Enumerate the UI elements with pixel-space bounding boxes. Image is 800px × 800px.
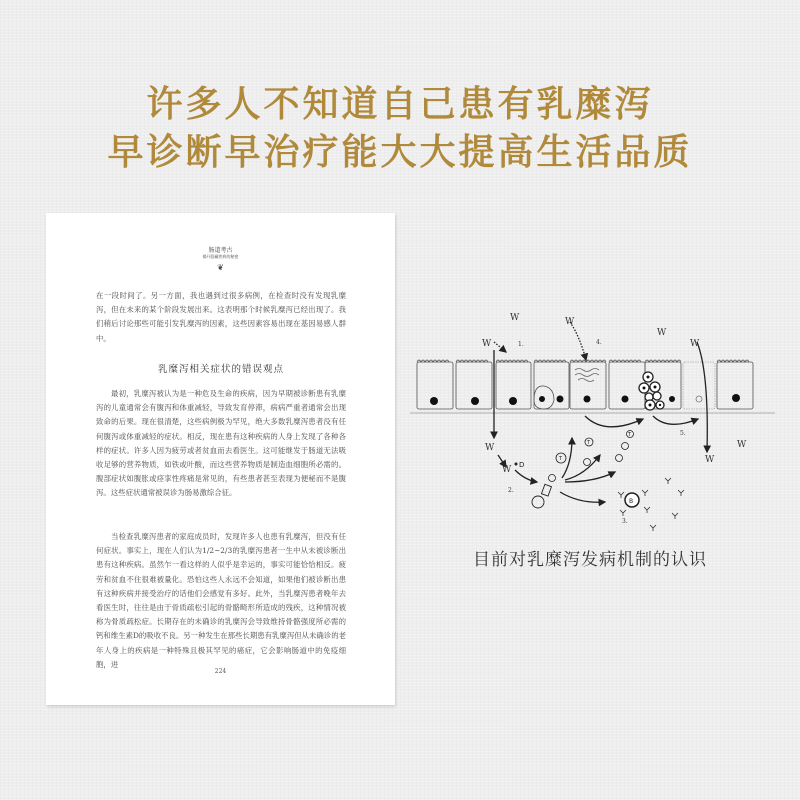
svg-text:5.: 5. xyxy=(680,430,686,437)
running-head-subtitle: 揭开隐藏疾病的秘密 xyxy=(202,254,239,259)
svg-text:W: W xyxy=(705,455,715,465)
svg-text:W: W xyxy=(482,339,492,349)
ornament-icon: ❦ xyxy=(217,263,224,272)
svg-text:W: W xyxy=(565,317,575,327)
svg-text:4.: 4. xyxy=(596,339,602,346)
svg-text:3.: 3. xyxy=(622,518,628,525)
paragraph-1-text: 在一段时间了。另一方面，我也遇到过很多病例，在检查时没有发现乳糜泻，但在未来的某个阶段发展出来。这表明那个时候乳糜泻已经出现了。我们稍后讨论那些可能引发乳糜泻的因素，这些因素容易出现在基因易感人群中。 xyxy=(96,291,346,343)
villi-damage-waves xyxy=(575,369,599,382)
paragraph-2 xyxy=(96,387,346,501)
running-head xyxy=(46,248,395,260)
svg-text:T: T xyxy=(559,456,563,462)
svg-text:W: W xyxy=(510,313,520,323)
paragraph-2-text: 最初，乳糜泻被认为是一种危及生命的疾病，因为早期被诊断患有乳糜泻的儿童通常会有腹泻和体重减轻，导致发育停滞，病病严重者通常会出现致命的后果。现在很清楚，这些病例极为罕见，绝大多数乳糜泻患者没有任何腹泻或体重减轻的症状。相反，现在患有这种疾病的人身上发现了各种各样的症状。许多人因为疲劳或者贫血而去看医生。这可能继发于肠道无法吸收足够的营养物质，如铁或叶酸，而这些营养物质是制造血细胞所必需的。腹部症状如腹胀或痉挛性疼痛是常见的，有些患者甚至表现为便秘而不是腹泻。这些症状通常被误诊为肠易激综合征。 xyxy=(96,389,346,498)
svg-text:D: D xyxy=(519,461,525,469)
diagram-caption: 目前对乳糜泻发病机制的认识 xyxy=(473,550,707,570)
svg-text:1.: 1. xyxy=(518,341,524,348)
svg-text:B: B xyxy=(629,498,634,505)
book-page xyxy=(46,213,395,705)
cell-nuclei xyxy=(430,394,740,405)
antigen-presenting-cell xyxy=(532,484,551,508)
headline-line-2: 早诊断早治疗能大大提高生活品质 xyxy=(107,131,693,173)
paragraph-1 xyxy=(96,289,346,346)
b-cell-with-antibodies xyxy=(618,478,684,531)
svg-text:W: W xyxy=(690,339,700,349)
svg-text:W: W xyxy=(657,328,667,338)
deamidation-d xyxy=(515,461,525,469)
running-head-title: 肠道考古 xyxy=(208,247,233,254)
svg-text:W: W xyxy=(485,443,495,453)
t-cells xyxy=(549,431,634,482)
svg-text:W: W xyxy=(737,440,747,450)
svg-text:W: W xyxy=(502,465,512,475)
page-number: 224 xyxy=(214,668,227,675)
section-title: 乳糜泻相关症状的错误观点 xyxy=(157,364,284,375)
svg-text:2.: 2. xyxy=(508,487,514,494)
svg-text:T: T xyxy=(587,440,591,446)
mechanism-arrows xyxy=(494,322,707,502)
celiac-mechanism-diagram xyxy=(410,300,790,540)
headline-line-1: 许多人不知道自己患有乳糜泻 xyxy=(146,83,654,125)
paragraph-3 xyxy=(96,530,346,672)
svg-text:T: T xyxy=(628,432,632,438)
paragraph-3-text: 当检查乳糜泻患者的家庭成员时，发现许多人也患有乳糜泻，但没有任何症状。事实上，现在人们认为1/2~2/3的乳糜泻患者一生中从未被诊断出患有这种疾病。虽然乍一看这样的人似乎是幸运的，事实可能恰恰相反。疲劳和贫血不住很难被量化。恐怕这些人永远不会知道，如果他们被诊断出患有这种疾病并接受治疗的话他们会感觉有多好。此外，当乳糜泻患者晚年去看医生时，往往是由于骨质疏松引起的骨骼畸形所造成的残疾，这种情况被称为骨质疏松症。长期存在的未确诊的乳糜泻会导致维持骨骼强度所必需的钙和维生素D的吸收不良。另一种发生在那些长期患有乳糜泻但从未确诊的老年人身上的疾病是一种特殊且极其罕见的癌症，它会影响肠道中的免疫细胞，进 xyxy=(96,532,346,669)
epithelium-cells xyxy=(410,360,775,413)
